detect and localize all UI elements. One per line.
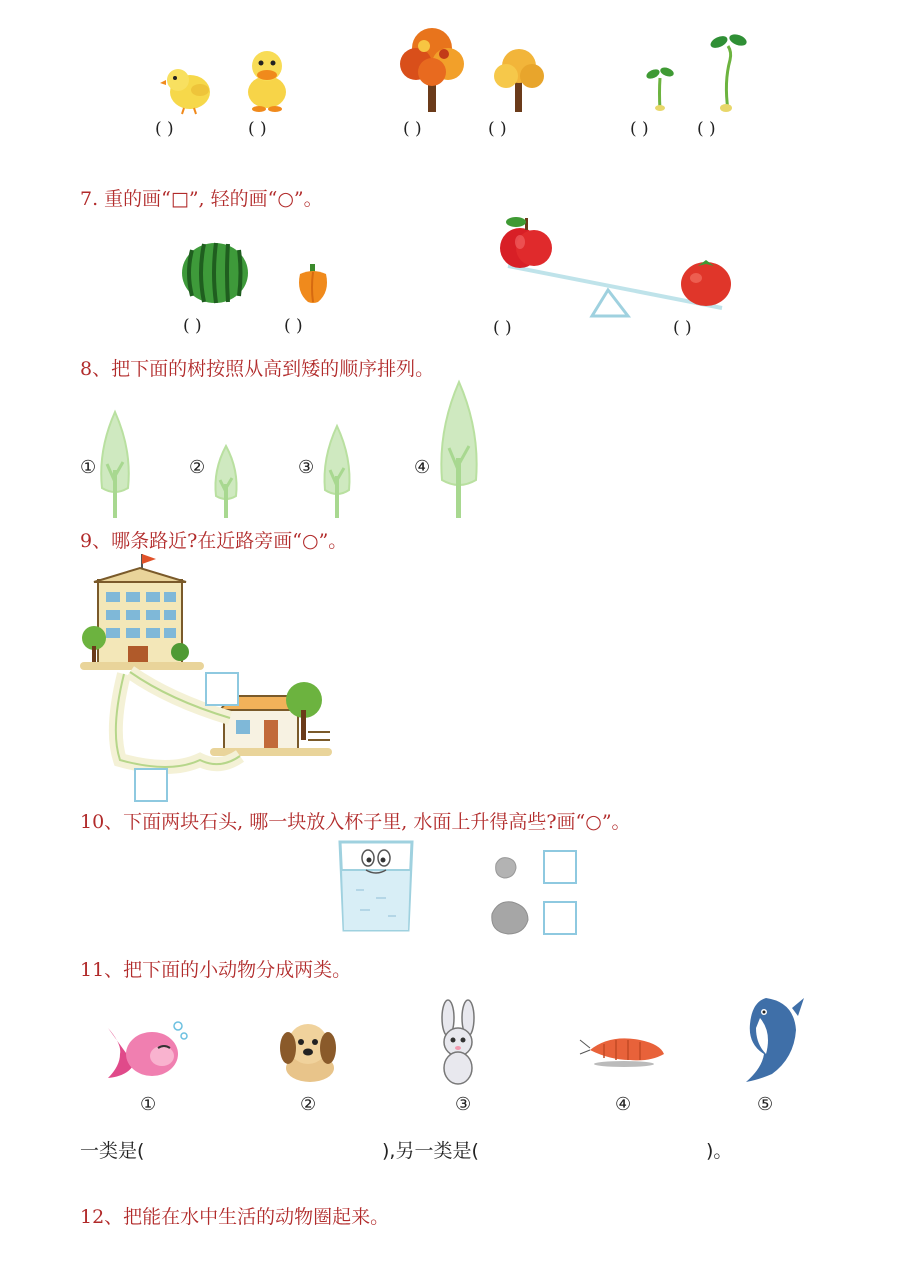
big-stone-icon xyxy=(486,898,530,936)
duckling-icon xyxy=(243,46,291,112)
puppy-icon xyxy=(272,1018,344,1084)
sprout-tall-icon xyxy=(708,32,748,114)
question-11-title: 11、把下面的小动物分成两类。 xyxy=(80,959,352,981)
tree-label: ① xyxy=(80,457,97,478)
answer-box-short-road[interactable] xyxy=(205,672,239,706)
watermelon-icon xyxy=(180,240,250,304)
question-8-title: 8、把下面的树按照从高到矮的顺序排列。 xyxy=(80,358,435,380)
question-9-title: 9、哪条路近?在近路旁画“○”。 xyxy=(80,530,348,552)
tomato-icon xyxy=(681,260,731,306)
chick-icon xyxy=(160,62,216,114)
classification-answer-part2: ),另一类是( xyxy=(382,1140,479,1162)
sprout-small-icon xyxy=(645,62,675,112)
answer-paren[interactable]: ( ) xyxy=(697,119,716,139)
classification-answer-part3: )。 xyxy=(706,1140,733,1162)
tree-icon xyxy=(438,380,480,518)
answer-paren[interactable]: ( ) xyxy=(155,119,174,139)
seesaw-icon xyxy=(500,214,740,324)
answer-box-big-stone[interactable] xyxy=(543,901,577,935)
tree-icon xyxy=(322,424,352,518)
answer-box-small-stone[interactable] xyxy=(543,850,577,884)
classification-answer-part1: 一类是( xyxy=(80,1140,145,1162)
autumn-tree-small-icon xyxy=(490,46,548,114)
classification-blank-2[interactable] xyxy=(495,1136,701,1160)
answer-paren[interactable]: ( ) xyxy=(403,119,422,139)
answer-paren[interactable]: ( ) xyxy=(284,316,303,336)
animal-label: ② xyxy=(300,1094,317,1115)
tree-label: ④ xyxy=(414,457,431,478)
fish-icon xyxy=(104,1018,188,1084)
tree-label: ③ xyxy=(298,457,315,478)
water-cup-icon xyxy=(336,840,416,932)
animal-label: ⑤ xyxy=(757,1094,774,1115)
answer-paren[interactable]: ( ) xyxy=(673,318,692,338)
apple-icon xyxy=(500,217,552,268)
road-map-illustration xyxy=(80,550,340,790)
animal-label: ① xyxy=(140,1094,157,1115)
answer-box-long-road[interactable] xyxy=(134,768,168,802)
small-stone-icon xyxy=(492,854,518,880)
animal-label: ④ xyxy=(615,1094,632,1115)
answer-paren[interactable]: ( ) xyxy=(488,119,507,139)
autumn-tree-big-icon xyxy=(398,26,466,114)
tree-icon xyxy=(213,444,239,518)
tree-icon xyxy=(98,410,132,518)
answer-paren[interactable]: ( ) xyxy=(493,318,512,338)
question-7-title: 7. 重的画“□”, 轻的画“○”。 xyxy=(80,188,323,210)
question-12-title: 12、把能在水中生活的动物圈起来。 xyxy=(80,1206,390,1228)
answer-paren[interactable]: ( ) xyxy=(248,119,267,139)
question-10-title: 10、下面两块石头, 哪一块放入杯子里, 水面上升得高些?画“○”。 xyxy=(80,811,631,833)
answer-paren[interactable]: ( ) xyxy=(183,316,202,336)
tree-label: ② xyxy=(189,457,206,478)
classification-blank-1[interactable] xyxy=(160,1136,376,1160)
school-building-icon xyxy=(80,554,204,670)
animal-label: ③ xyxy=(455,1094,472,1115)
answer-paren[interactable]: ( ) xyxy=(630,119,649,139)
dolphin-icon xyxy=(736,988,806,1084)
rabbit-icon xyxy=(428,998,490,1086)
shrimp-icon xyxy=(580,1030,666,1068)
pepper-icon xyxy=(296,264,330,304)
